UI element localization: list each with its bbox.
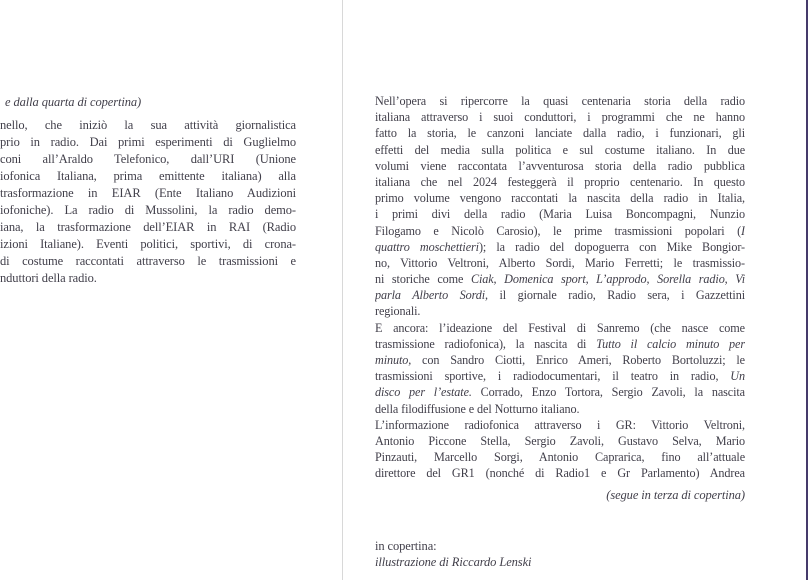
left-column-continuation-header: e dalla quarta di copertina)	[5, 95, 142, 109]
text-line: della filodiffusione e del Notturno italiano.	[375, 401, 580, 416]
text-line: volumi viene raccontata l’avventurosa storia della radio pubblica	[375, 158, 745, 173]
colophon-credit: illustrazione di Riccardo Lenski	[375, 554, 532, 569]
text-line: trasmissioni sportive, i radiodocumentari, il teatro in radio, Un	[375, 369, 745, 384]
text-line: primo volume vengono raccontati la nascita della radio in Italia,	[375, 191, 745, 206]
text-line: Pinzauti, Marcello Sorgi, Antonio Caprarica, fino all’attuale	[375, 450, 745, 465]
text-line: izioni Italiane). Eventi politici, sportivi, di crona-	[0, 237, 296, 251]
text-line: direttore del GR1 (nonché di Radio1 e Gr Parlamento) Andrea	[375, 466, 745, 481]
text-line: Antonio Piccone Stella, Sergio Zavoli, Gustavo Selva, Mario	[375, 433, 745, 448]
text-line: L’informazione radiofonica attraverso i GR: Vittorio Veltroni,	[375, 417, 745, 432]
text-line: iana, la trasformazione dell’EIAR in RAI (Radio	[0, 220, 296, 234]
text-line: fatto la storia, le canzoni lanciate dalla radio, i funzionari, gli	[375, 126, 745, 141]
text-line: Filogamo e Nicolò Carosio), le prime trasmissioni popolari (I	[375, 223, 745, 238]
text-line: trasmissione radiofonica), la nascita di Tutto il calcio minuto per	[375, 336, 745, 351]
text-line: quattro moschettieri); la radio del dopoguerra con Mike Bongior-	[375, 239, 745, 254]
text-line: minuto, con Sandro Ciotti, Enrico Ameri, Roberto Bortoluzzi; le	[375, 353, 745, 367]
text-line: Nell’opera si ripercorre la quasi centenaria storia della radio	[375, 94, 745, 108]
text-line: iofoniche). La radio di Mussolini, la radio demo-	[0, 203, 296, 217]
text-line: italiana attraverso i suoi conduttori, i programmi che ne hanno	[375, 110, 745, 125]
text-line: regionali.	[375, 304, 421, 319]
column-divider-line	[342, 0, 343, 580]
text-line: effetti del media sulla politica e sul costume italiano. In due	[375, 142, 745, 157]
text-line: ni storiche come Ciak, Domenica sport, L’approdo, Sorella radio, Vi	[375, 272, 745, 287]
colophon	[375, 539, 531, 570]
text-line: parla Alberto Sordi, il giornale radio, Radio sera, i Gazzettini	[375, 288, 745, 303]
continuation-note: (segue in terza di copertina)	[606, 488, 745, 502]
text-line: disco per l’estate. Corrado, Enzo Tortora, Sergio Zavoli, la nascita	[375, 385, 745, 400]
right-text-column	[375, 93, 745, 482]
left-text-column	[0, 117, 296, 287]
page-edge-line	[806, 0, 808, 580]
text-line: italiana che nel 2024 festeggerà il proprio centenario. In questo	[375, 174, 745, 189]
text-line: nduttori della radio.	[0, 271, 97, 285]
colophon-label: in copertina:	[375, 539, 437, 553]
text-line: i primi divi della radio (Maria Luisa Boncompagni, Nunzio	[375, 207, 745, 222]
text-line: E ancora: l’ideazione del Festival di Sanremo (che nasce come	[375, 320, 745, 335]
text-line: di costume raccontati attraverso le trasmissioni e	[0, 254, 296, 268]
text-line: coni all’Araldo Telefonico, dall’URI (Unione	[0, 152, 296, 166]
text-line: prio in radio. Dai primi esperimenti di Guglielmo	[0, 135, 296, 149]
text-line: nello, che iniziò la sua attività giornalistica	[0, 118, 296, 132]
text-line: iofonica Italiana, prima emittente italiana) alla	[0, 169, 296, 183]
text-line: no, Vittorio Veltroni, Alberto Sordi, Mario Ferretti; le trasmissio-	[375, 255, 745, 270]
text-line: trasformazione in EIAR (Ente Italiano Audizioni	[0, 186, 296, 200]
